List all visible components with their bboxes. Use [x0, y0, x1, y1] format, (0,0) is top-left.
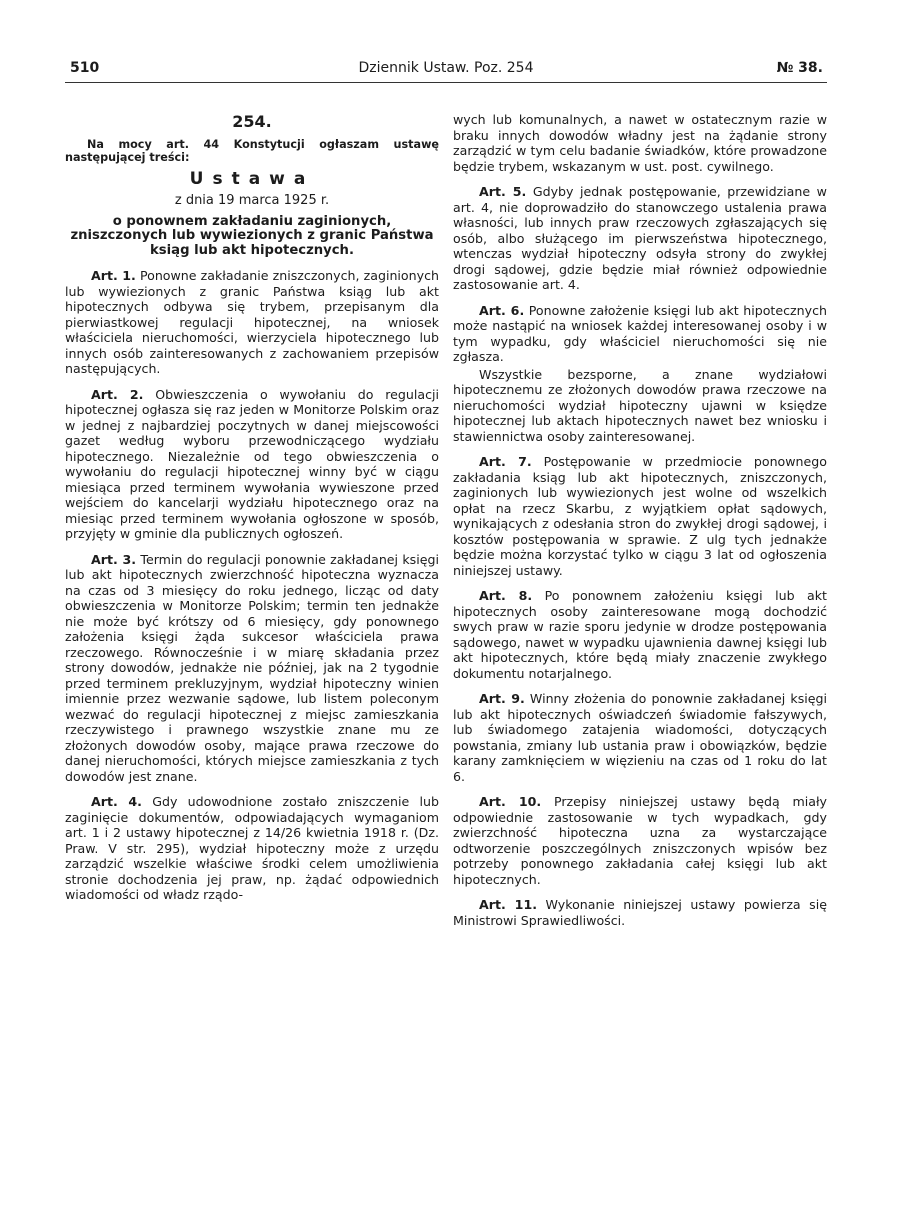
article-1 — [65, 268, 439, 377]
article-4 — [65, 794, 439, 903]
article-text: Wszystkie bezsporne, a znane wydziałowi hipotecznemu ze złożonych dowodów prawa rzeczowe na nieruchomości wydział hipoteczny ujawni w księdze hipotecznej lub aktach hipotecznych nawet bez wniosku i stawiennictwa osoby zainteresowanej. — [453, 366, 827, 444]
article-label: Art. 10. — [479, 794, 542, 809]
issue-number: № 38. — [776, 60, 823, 76]
act-date: z dnia 19 marca 1925 r. — [174, 193, 330, 208]
article-10 — [453, 794, 827, 887]
article-label: Art. 1. — [91, 268, 136, 283]
running-header — [65, 58, 827, 83]
article-label: Art. 5. — [479, 184, 527, 199]
act-number: 254. — [232, 112, 272, 131]
article-11 — [453, 897, 827, 928]
article-text: Postępowanie w przedmiocie ponownego zakładania ksiąg lub akt hipotecznych, zniszczonych, zaginionych lub wywiezionych jest wolne od wszelkich opłat na rzecz Skarbu, z wyjątkiem opłat sądowych, wynikających z odesłania stron do zwykłej drogi sądowej, i kosztów postępowania w sprawie. Z ulg tych jednakże będzie można korzystać tylko w ciągu 3 lat od ogłoszenia niniejszej ustawy. — [453, 454, 827, 578]
article-text: Wykonanie niniejszej ustawy powierza się Ministrowi Sprawiedliwości. — [453, 897, 827, 928]
article-label: Art. 11. — [479, 897, 537, 912]
article-text: Winny złożenia do ponownie zakładanej księgi lub akt hipotecznych oświadczeń świadomie fałszywych, lub świadomego zatajenia wiadomości, dotyczących powstania, zmiany lub ustania praw i obowiązków, będzie karany zamknięciem w więzieniu na czas od 1 roku do lat 6. — [453, 691, 827, 784]
article-7 — [453, 454, 827, 578]
article-label: Art. 3. — [91, 551, 137, 567]
journal-title: Dziennik Ustaw. Poz. 254 — [358, 60, 534, 76]
article-text: Ponowne zakładanie zniszczonych, zaginionych lub wywiezionych z granic Państwa ksiąg lub akt hipotecznych odbywa się trybem, przepisanym dla pierwiastkowej regulacji hipotecznej, na wniosek właściciela nieruchomości, wierzyciela hipotecznego lub innych osób zainteresowanych z zachowaniem przepisów następujących. — [65, 268, 439, 376]
article-text: Przepisy niniejszej ustawy będą miały odpowiednie zastosowanie w tych wypadkach, gdy zwierzchność hipoteczna uzna za wystarczające odtworzenie poszczególnych zniszczonych wpisów bez potrzeby ponownego zakładania całej księgi lub akt hipotecznych. — [453, 794, 827, 887]
article-text: wych lub komunalnych, a nawet w ostatecznym razie w braku innych dowodów władny jest na żądanie strony zarządzić w tym celu badanie świadków, które prowadzone będzie trybem, wskazanym w ust. post. cywilnego. — [453, 112, 827, 174]
article-text: Ponowne założenie księgi lub akt hipotecznych może nastąpić na wniosek każdej interesowanej osoby i w tym wypadku, gdy właściciel nieruchomości się nie zgłasza. — [453, 302, 827, 364]
article-label: Art. 2. — [91, 386, 144, 402]
article-text: Po ponownem założeniu księgi lub akt hipotecznych osoby zainteresowane mogą dochodzić swych praw w razie sporu jedynie w drodze postępowania sądowego, nawet w wypadku ujawnienia dawnej księgi lub akt hipotecznych, które będą miały znaczenie zwykłego dokumentu notarjalnego. — [453, 588, 827, 681]
article-4-continuation — [453, 112, 827, 174]
article-text: Obwieszczenia o wywołaniu do regulacji hipotecznej ogłasza się raz jeden w Monitorze Polskim oraz w jednej z najbardziej poczytnych w danej miejscowości gazet według wyboru przewodniczącego wydziału hipotecznego. Niezależnie od tego obwieszczenia o wywołaniu do regulacji hipotecznej winny być w ciągu miesiąca przed terminem wywołania wywieszone przed wejściem do kancelarji wydziału hipotecznego oraz na miesiąc przed terminem wywołania ogłoszone w sposób, przyjęty w gminie dla publicznych ogłoszeń. — [65, 386, 439, 541]
article-3 — [65, 552, 439, 785]
article-text: Termin do regulacji ponownie zakładanej księgi lub akt hipotecznych zwierzchność hipoteczna wyznacza na czas od 3 miesięcy do roku jednego, licząc od daty obwieszczenia w Monitorze Polskim; termin ten jednakże nie może być krótszy od 6 miesięcy, gdy ponownego założenia księgi żąda sukcesor właściciela prawa rzeczowego. Równocześnie i w miarę składania przez strony dowodów, jednakże nie później, jak na 2 tygodnie przed terminem prekluzyjnym, wydział hipoteczny winien imiennie przez wezwanie sądowe, lub listem poleconym wezwać do regulacji hipotecznej z miejsc zamieszkania rzeczywistego i prawnego wszystkie znane mu ze złożonych dowodów osoby, mające prawa rzeczowe do danej nieruchomości, których miejsce zamieszkania z tych dowodów jest znane. — [65, 551, 439, 784]
article-text: Gdyby jednak postępowanie, przewidziane w art. 4, nie doprowadziło do stanowczego ustalenia prawa własności, lub innych praw rzeczowych zgłaszających się osób, albo służącego im pierwszeństwa hipotecznego, wtenczas wydział hipoteczny odsyła strony do zwykłej drogi sądowej, gdzie będzie miał również odpowiednie zastosowanie art. 4. — [453, 184, 827, 292]
article-5 — [453, 184, 827, 293]
article-text: Gdy udowodnione zostało zniszczenie lub zaginięcie dokumentów, odpowiadających wymaganiom art. 1 i 2 ustawy hipotecznej z 14/26 kwietnia 1918 r. (Dz. Praw. V str. 295), wydział hipoteczny może z urzędu zarządzić wszelkie właściwe środki celem umożliwienia stronie dochodzenia jej praw, np. żądać odpowiednich wiadomości od władz rządo- — [65, 794, 439, 902]
left-column — [65, 112, 439, 913]
act-title: Ustawa — [189, 168, 315, 189]
article-label: Art. 8. — [479, 588, 533, 603]
act-subject: o ponownem zakładaniu zaginionych, zniszczonych lub wywiezionych z granic Państwa ksiąg lub akt hipotecznych. — [70, 213, 434, 258]
article-6 — [453, 303, 827, 365]
article-label: Art. 4. — [91, 794, 142, 809]
page-number: 510 — [70, 60, 100, 76]
article-8 — [453, 588, 827, 681]
article-6-paragraph-2 — [453, 367, 827, 445]
article-label: Art. 6. — [479, 302, 525, 318]
article-label: Art. 9. — [479, 691, 525, 706]
preamble: Na mocy art. 44 Konstytucji ogłaszam ustawę następującej treści: — [65, 137, 439, 164]
right-column — [453, 112, 827, 938]
article-9 — [453, 691, 827, 784]
article-label: Art. 7. — [479, 454, 532, 469]
article-2 — [65, 387, 439, 542]
